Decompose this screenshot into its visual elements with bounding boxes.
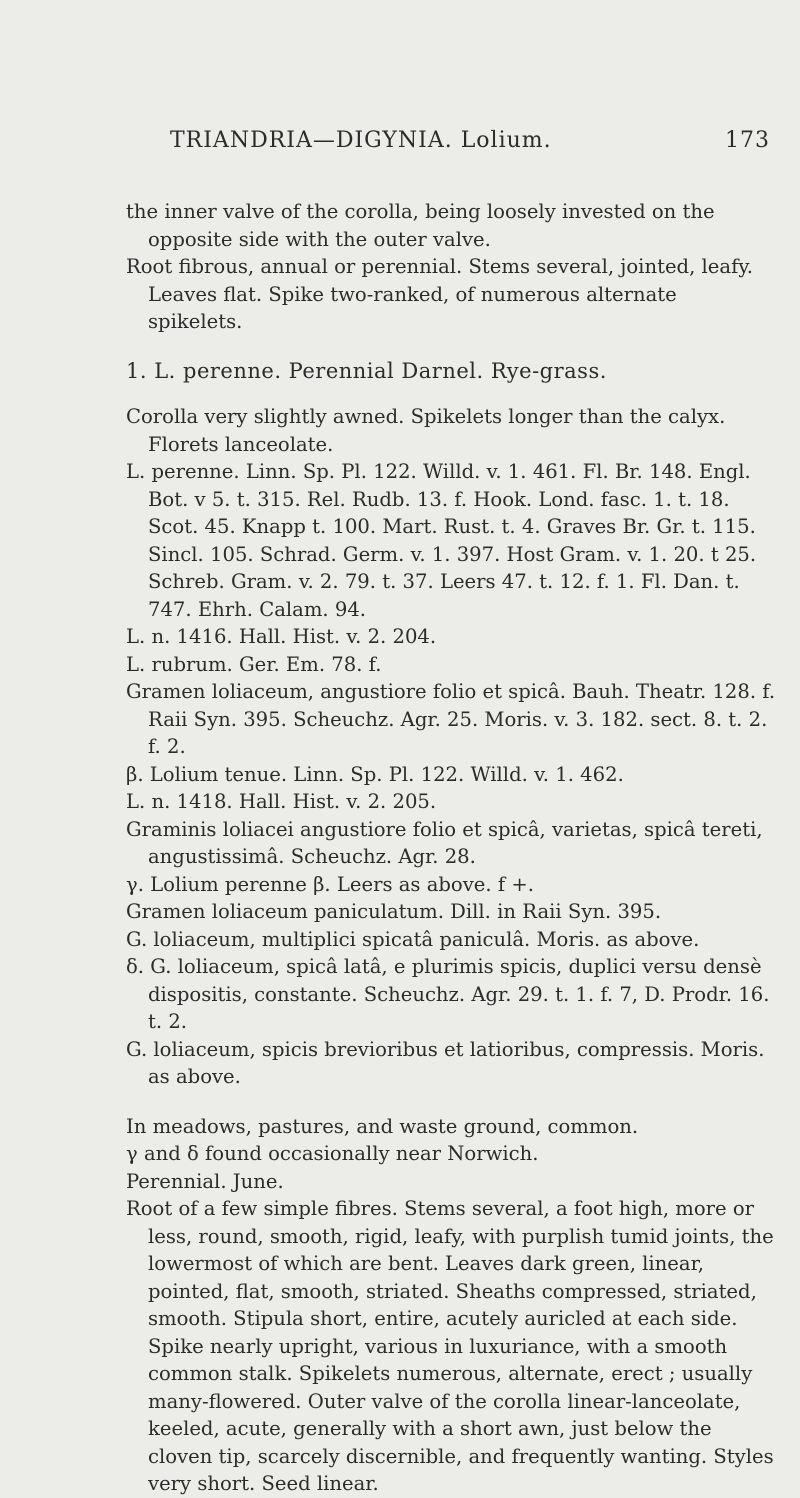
- synonym-entry: Gramen loliaceum, angustiore folio et spicâ. Bauh. Theatr. 128. f. Raii Syn. 395. Scheuchz. Agr. 25. Moris. v. 3. 182. sect. 8. t. 2. f. 2.: [126, 680, 776, 758]
- synonym-entry: L. n. 1416. Hall. Hist. v. 2. 204.: [126, 625, 437, 648]
- page-body: [126, 198, 776, 1498]
- variety-entry: δ. G. loliaceum, spicâ latâ, e plurimis spicis, duplici versu densè dispositis, constante. Scheuchz. Agr. 29. t. 1. f. 7, D. Prodr. 16. t. 2.: [126, 955, 770, 1033]
- synonym-entry: L. perenne. Linn. Sp. Pl. 122. Willd. v. 1. 461. Fl. Br. 148. Engl. Bot. v 5. t. 315. Rel. Rudb. 13. f. Hook. Lond. fasc. 1. t. 18. Scot. 45. Knapp t. 100. Mart. Rust. t. 4. Graves Br. Gr. t. 115. Sincl. 105. Schrad. Germ. v. 1. 397. Host Gram. v. 1. 20. t 25. Schreb. Gram. v. 2. 79. t. 37. Leers 47. t. 12. f. 1. Fl. Dan. t. 747. Ehrh. Calam. 94.: [126, 460, 757, 621]
- page-number: 173: [725, 128, 770, 153]
- synonym-entry: G. loliaceum, spicis brevioribus et latioribus, compressis. Moris. as above.: [126, 1037, 765, 1088]
- text-paragraph: the inner valve of the corolla, being loosely invested on the opposite side with the outer valve.: [126, 200, 715, 251]
- page-header: [170, 128, 770, 168]
- variety-entry: γ. Lolium perenne β. Leers as above. f +.: [126, 872, 534, 896]
- genus-description: Root fibrous, annual or perennial. Stems several, jointed, leafy. Leaves flat. Spike two-ranked, of numerous alternate spikelets.: [126, 255, 754, 333]
- description-paragraph: Root of a few simple fibres. Stems several, a foot high, more or less, round, smooth, rigid, leafy, with purplish tumid joints, the lowermost of which are bent. Leaves dark green, linear, pointed, flat, smooth, striated. Sheaths compressed, striated, smooth. Stipula short, entire, acutely auricled at each side. Spike nearly upright, various in luxuriance, with a smooth common stalk. Spikelets numerous, alternate, erect ; usually many-flowered. Outer valve of the corolla linear-lanceolate, keeled, acute, generally with a short awn, just below the cloven tip, scarcely discernible, and frequently wanting. Styles very short. Seed linear.: [126, 1197, 774, 1495]
- synonym-entry: L. n. 1418. Hall. Hist. v. 2. 205.: [126, 790, 437, 813]
- synonym-entry: Graminis loliacei angustiore folio et spicâ, varietas, spicâ tereti, angustissimâ. Scheuchz. Agr. 28.: [126, 817, 763, 868]
- synonym-entry: Gramen loliaceum paniculatum. Dill. in Raii Syn. 395.: [126, 900, 662, 923]
- habitat-text: In meadows, pastures, and waste ground, common.: [126, 1114, 639, 1138]
- synonym-entry: L. rubrum. Ger. Em. 78. f.: [126, 652, 382, 676]
- habitat-text: γ and δ found occasionally near Norwich.: [126, 1142, 539, 1165]
- synonym-entry: G. loliaceum, multiplici spicatâ paniculâ. Moris. as above.: [126, 927, 700, 951]
- running-head: TRIANDRIA—DIGYNIA. Lolium.: [170, 128, 552, 153]
- variety-entry: β. Lolium tenue. Linn. Sp. Pl. 122. Willd. v. 1. 462.: [126, 762, 624, 786]
- species-diagnosis: Corolla very slightly awned. Spikelets longer than the calyx. Florets lanceolate.: [126, 405, 726, 456]
- species-heading: 1. L. perenne. Perennial Darnel. Rye-grass.: [126, 358, 607, 383]
- duration-text: Perennial. June.: [126, 1169, 284, 1193]
